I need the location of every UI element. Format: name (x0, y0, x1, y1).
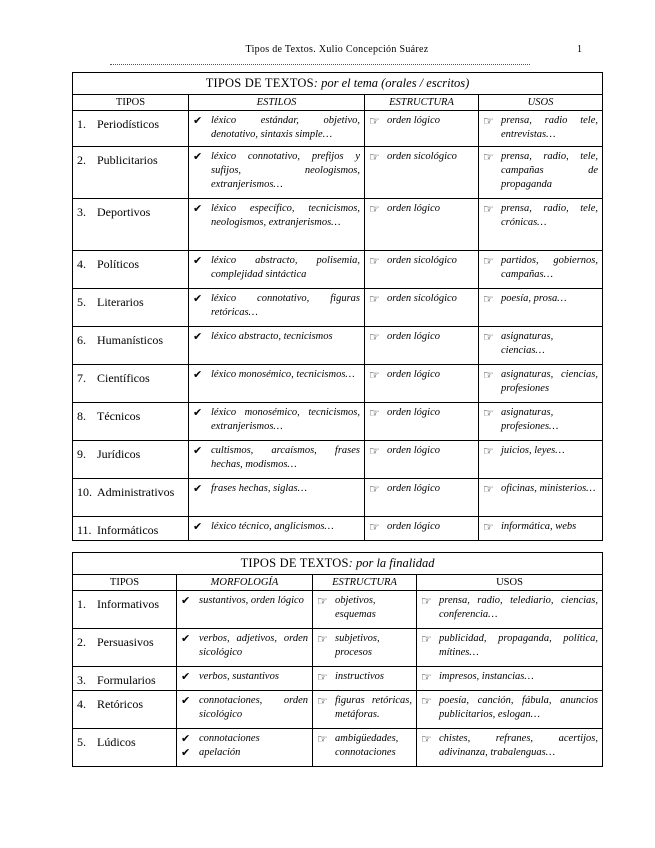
table-row (73, 729, 603, 767)
tipo-cell (73, 365, 189, 403)
estructura-cell (365, 251, 479, 289)
row-tipo: Publicitarios (97, 153, 158, 167)
cell-text: orden lógico (387, 331, 440, 342)
pointing-hand-icon: ☞ (369, 520, 380, 534)
col-header-tipos: TIPOS (73, 95, 189, 111)
cell-text: orden lógico (387, 203, 440, 214)
pointing-hand-icon: ☞ (483, 114, 494, 128)
row-number: 2. (77, 635, 86, 649)
cell-text: orden lógico (387, 369, 440, 380)
row-number: 4. (77, 257, 86, 271)
morfologia-cell (177, 729, 313, 767)
pointing-hand-icon: ☞ (483, 202, 494, 216)
estilo-cell (189, 365, 365, 403)
pointing-hand-icon: ☞ (317, 732, 328, 746)
table-row (73, 403, 603, 441)
table-row (73, 147, 603, 199)
estructura-cell (365, 479, 479, 517)
table-row (73, 289, 603, 327)
tipo-cell (73, 441, 189, 479)
usos-cell (479, 517, 603, 541)
morfologia-cell (177, 667, 313, 691)
pointing-hand-icon: ☞ (483, 406, 494, 420)
morfologia-cell (177, 629, 313, 667)
cell-text: prensa, radio tele, entrevistas… (501, 115, 599, 140)
check-mark-icon: ✔ (181, 671, 191, 683)
col-header-estructura: ESTRUCTURA (313, 575, 417, 591)
tipo-cell (73, 199, 189, 251)
cell-text: prensa, radio, tele, crónicas… (501, 203, 599, 228)
usos-cell (479, 147, 603, 199)
cell-text: figuras retóricas, metáforas. (335, 695, 412, 720)
check-mark-icon: ✔ (181, 633, 191, 645)
estructura-cell (365, 327, 479, 365)
cell-text: orden lógico (387, 445, 440, 456)
col-header-usos: USOS (479, 95, 603, 111)
estructura-cell (365, 199, 479, 251)
tipo-cell (73, 289, 189, 327)
tipo-cell (73, 517, 189, 541)
estilo-cell (189, 327, 365, 365)
tipo-cell (73, 147, 189, 199)
row-number: 3. (77, 205, 86, 219)
pointing-hand-icon: ☞ (317, 632, 328, 646)
check-mark-icon: ✔ (181, 733, 191, 745)
pointing-hand-icon: ☞ (369, 330, 380, 344)
check-mark-icon: ✔ (181, 595, 191, 607)
cell-text: frases hechas, siglas… (211, 483, 307, 494)
row-tipo: Periodísticos (97, 117, 159, 131)
col-header-tipos: TIPOS (73, 575, 177, 591)
pointing-hand-icon: ☞ (369, 292, 380, 306)
pointing-hand-icon: ☞ (421, 594, 432, 608)
table-row (73, 479, 603, 517)
cell-text: apelación (199, 747, 241, 758)
estilo-cell (189, 111, 365, 147)
row-tipo: Políticos (97, 257, 140, 271)
cell-text: orden lógico (387, 115, 440, 126)
table-row (73, 691, 603, 729)
cell-text: asignaturas, ciencias… (501, 331, 554, 356)
tipo-cell (73, 111, 189, 147)
estructura-cell (313, 591, 417, 629)
cell-text: orden sicológico (387, 293, 457, 304)
cell-text: informática, webs (501, 521, 577, 532)
table-row (73, 629, 603, 667)
cell-text: léxico monosémico, tecnicismos, extranjerismos… (211, 407, 360, 432)
table-row (73, 251, 603, 289)
check-mark-icon: ✔ (193, 445, 203, 457)
table-row (73, 365, 603, 403)
cell-text: objetivos, esquemas (335, 595, 376, 620)
tipo-cell (73, 251, 189, 289)
row-tipo: Formularios (97, 673, 156, 687)
header-divider (110, 64, 530, 65)
row-number: 5. (77, 735, 86, 749)
header-title: Tipos de Textos. Xulio Concepción Suárez (245, 44, 429, 55)
pointing-hand-icon: ☞ (369, 254, 380, 268)
pointing-hand-icon: ☞ (483, 368, 494, 382)
tipo-cell (73, 479, 189, 517)
estilo-cell (189, 289, 365, 327)
usos-cell (417, 591, 603, 629)
estructura-cell (313, 691, 417, 729)
cell-text: asignaturas, profesiones… (501, 407, 559, 432)
check-mark-icon: ✔ (193, 293, 203, 305)
cell-text: sustantivos, orden lógico (199, 595, 304, 606)
check-mark-icon: ✔ (193, 115, 203, 127)
pointing-hand-icon: ☞ (317, 670, 328, 684)
col-header-morfologia: MORFOLOGÍA (177, 575, 313, 591)
check-mark-icon: ✔ (193, 483, 203, 495)
cell-text: subjetivos, procesos (335, 633, 380, 658)
cell-text: orden sicológico (387, 151, 457, 162)
estructura-cell (313, 729, 417, 767)
pointing-hand-icon: ☞ (421, 670, 432, 684)
row-number: 8. (77, 409, 86, 423)
usos-cell (479, 199, 603, 251)
pointing-hand-icon: ☞ (369, 368, 380, 382)
pointing-hand-icon: ☞ (317, 694, 328, 708)
check-mark-icon: ✔ (193, 151, 203, 163)
estructura-cell (365, 289, 479, 327)
cell-text: oficinas, ministerios… (501, 483, 596, 494)
cell-text: publicidad, propaganda, política, mítines… (439, 633, 599, 658)
cell-text: connotaciones (199, 733, 260, 744)
cell-text: léxico connotativo, prefijos y sufijos, neologismos, extranjerismos… (211, 151, 360, 190)
table-title: TIPOS DE TEXTOS: por la finalidad (73, 553, 603, 575)
estructura-cell (365, 147, 479, 199)
estilo-cell (189, 403, 365, 441)
row-tipo: Persuasivos (97, 635, 154, 649)
pointing-hand-icon: ☞ (483, 330, 494, 344)
cell-text: asignaturas, ciencias, profesiones (501, 369, 599, 394)
usos-cell (479, 403, 603, 441)
cell-text: léxico estándar, objetivo, denotativo, sintaxis simple… (211, 115, 360, 140)
cell-text: prensa, radio, tele, campañas de propaganda (501, 151, 599, 190)
tipo-cell (73, 691, 177, 729)
usos-cell (479, 289, 603, 327)
table-row (73, 327, 603, 365)
check-mark-icon: ✔ (193, 369, 203, 381)
table-tipos-por-tema (72, 72, 603, 541)
check-mark-icon: ✔ (193, 331, 203, 343)
col-header-usos: USOS (417, 575, 603, 591)
usos-cell (479, 365, 603, 403)
row-number: 3. (77, 673, 86, 687)
usos-cell (479, 479, 603, 517)
tipo-cell (73, 667, 177, 691)
col-header-estructura: ESTRUCTURA (365, 95, 479, 111)
table-row (73, 591, 603, 629)
row-tipo: Deportivos (97, 205, 151, 219)
row-number: 1. (77, 597, 86, 611)
usos-cell (479, 441, 603, 479)
row-number: 4. (77, 697, 86, 711)
row-tipo: Informativos (97, 597, 159, 611)
row-tipo: Retóricos (97, 697, 143, 711)
tipo-cell (73, 403, 189, 441)
cell-text: cultismos, arcaísmos, frases hechas, modismos… (211, 445, 360, 470)
cell-text: léxico connotativo, figuras retóricas… (211, 293, 360, 318)
pointing-hand-icon: ☞ (421, 732, 432, 746)
pointing-hand-icon: ☞ (483, 254, 494, 268)
usos-cell (479, 327, 603, 365)
usos-cell (479, 251, 603, 289)
table-row (73, 441, 603, 479)
check-mark-icon: ✔ (193, 203, 203, 215)
check-mark-icon: ✔ (193, 255, 203, 267)
cell-text: orden lógico (387, 521, 440, 532)
pointing-hand-icon: ☞ (483, 150, 494, 164)
estilo-cell (189, 199, 365, 251)
check-mark-icon: ✔ (181, 747, 191, 759)
row-tipo: Científicos (97, 371, 150, 385)
estilo-cell (189, 441, 365, 479)
pointing-hand-icon: ☞ (369, 150, 380, 164)
cell-text: léxico abstracto, polisemia, complejidad sintáctica (211, 255, 360, 280)
table-title: TIPOS DE TEXTOS: por el tema (orales / escritos) (73, 73, 603, 95)
cell-text: juicios, leyes… (501, 445, 565, 456)
estilo-cell (189, 147, 365, 199)
estructura-cell (365, 403, 479, 441)
cell-text: orden lógico (387, 407, 440, 418)
cell-text: instructivos (335, 671, 384, 682)
cell-text: orden sicológico (387, 255, 457, 266)
pointing-hand-icon: ☞ (369, 482, 380, 496)
row-tipo: Humanísticos (97, 333, 163, 347)
cell-text: orden lógico (387, 483, 440, 494)
cell-text: poesía, canción, fábula, anuncios publicitarios, eslogan… (439, 695, 599, 720)
pointing-hand-icon: ☞ (483, 444, 494, 458)
usos-cell (417, 667, 603, 691)
cell-text: verbos, adjetivos, orden sicológico (199, 633, 308, 658)
row-tipo: Administrativos (97, 485, 175, 499)
row-number: 7. (77, 371, 86, 385)
morfologia-cell (177, 591, 313, 629)
usos-cell (417, 729, 603, 767)
table-row (73, 111, 603, 147)
pointing-hand-icon: ☞ (483, 292, 494, 306)
estilo-cell (189, 517, 365, 541)
estructura-cell (365, 441, 479, 479)
pointing-hand-icon: ☞ (369, 406, 380, 420)
cell-text: partidos, gobiernos, campañas… (501, 255, 599, 280)
cell-text: prensa, radio, telediario, ciencias, conferencia… (439, 595, 599, 620)
estilo-cell (189, 251, 365, 289)
tipo-cell (73, 729, 177, 767)
row-number: 11. (77, 523, 92, 537)
morfologia-cell (177, 691, 313, 729)
row-tipo: Lúdicos (97, 735, 136, 749)
col-header-estilos: ESTILOS (189, 95, 365, 111)
table-row (73, 199, 603, 251)
cell-text: léxico técnico, anglicismos… (211, 521, 334, 532)
pointing-hand-icon: ☞ (317, 594, 328, 608)
estructura-cell (365, 517, 479, 541)
cell-text: poesía, prosa… (501, 293, 567, 304)
check-mark-icon: ✔ (181, 695, 191, 707)
page-number: 1 (577, 44, 582, 55)
check-mark-icon: ✔ (193, 407, 203, 419)
row-number: 2. (77, 153, 86, 167)
pointing-hand-icon: ☞ (483, 482, 494, 496)
cell-text: verbos, sustantivos (199, 671, 279, 682)
tipo-cell (73, 327, 189, 365)
row-tipo: Jurídicos (97, 447, 141, 461)
cell-text: connotaciones, orden sicológico (199, 695, 308, 720)
cell-text: chistes, refranes, acertijos, adivinanza, trabalenguas… (439, 733, 599, 758)
usos-cell (417, 629, 603, 667)
row-number: 5. (77, 295, 86, 309)
row-number: 10. (77, 485, 92, 499)
table-row (73, 667, 603, 691)
row-tipo: Informáticos (97, 523, 159, 537)
estructura-cell (365, 111, 479, 147)
row-number: 9. (77, 447, 86, 461)
estructura-cell (313, 629, 417, 667)
pointing-hand-icon: ☞ (421, 694, 432, 708)
cell-text: léxico abstracto, tecnicismos (211, 331, 333, 342)
row-number: 1. (77, 117, 86, 131)
check-mark-icon: ✔ (193, 521, 203, 533)
table-tipos-por-finalidad (72, 552, 603, 767)
tipo-cell (73, 629, 177, 667)
pointing-hand-icon: ☞ (483, 520, 494, 534)
cell-text: léxico monosémico, tecnicismos… (211, 369, 355, 380)
usos-cell (479, 111, 603, 147)
pointing-hand-icon: ☞ (421, 632, 432, 646)
pointing-hand-icon: ☞ (369, 202, 380, 216)
row-tipo: Técnicos (97, 409, 141, 423)
page-header (72, 44, 602, 60)
cell-text: impresos, instancias… (439, 671, 534, 682)
estructura-cell (313, 667, 417, 691)
cell-text: ambigüedades, connotaciones (335, 733, 399, 758)
pointing-hand-icon: ☞ (369, 444, 380, 458)
estilo-cell (189, 479, 365, 517)
row-number: 6. (77, 333, 86, 347)
usos-cell (417, 691, 603, 729)
pointing-hand-icon: ☞ (369, 114, 380, 128)
table-row (73, 517, 603, 541)
tipo-cell (73, 591, 177, 629)
estructura-cell (365, 365, 479, 403)
row-tipo: Literarios (97, 295, 144, 309)
cell-text: léxico específico, tecnicismos, neologismos, extranjerismos… (211, 203, 360, 228)
